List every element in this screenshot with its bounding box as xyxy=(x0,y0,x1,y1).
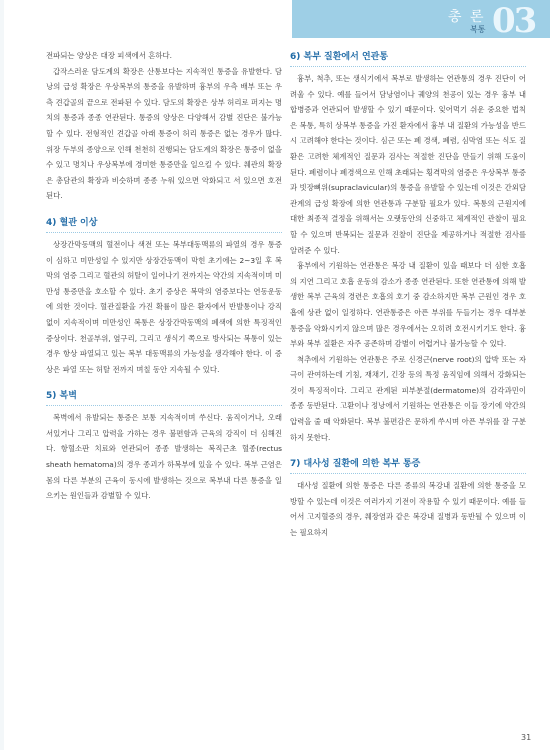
chapter-subtitle: 복통 xyxy=(470,25,486,34)
right-column xyxy=(290,48,526,541)
paragraph: 척추에서 기원하는 연관통은 주로 신경근(nerve root)의 압박 또는 자극이 관여하는데 기침, 재채기, 긴장 등의 특정 움직임에 의해서 강화되는 것이 특징적이다. 그리고 관계된 피부분절(dermatome)의 감각과민이 종종 동반된다. 고환이나 정낭에서 기원하는 연관통은 이들 장기에 약간의 압력을 줄 때 악화된다. 복부 불편감은 문하게 쑤시며 아픈 부위를 잘 구분하지 못한다. xyxy=(290,354,526,442)
chapter-number: 03 xyxy=(492,1,536,41)
left-column xyxy=(46,48,282,504)
paragraph: 대사성 질환에 의한 통증은 다른 종류의 복강내 질환에 의한 통증을 모방할 수 있는데 이것은 여러가지 기전이 작용할 수 있기 때문이다. 예를 들어서 고지혈증의 경우, 췌장염과 같은 복강내 질병과 동반될 수 있으며 이는 필요하지 xyxy=(290,481,526,538)
paragraph: 복벽에서 유발되는 통증은 보통 지속적이며 쑤신다. 움직이거나, 오래 서있거나 그리고 압력을 가하는 경우 불편함과 근육의 강직이 더 심해진다. 항혈소판 치료와 연관되어 종종 발생하는 복직근초 혈종(rectus sheath hematoma)의 경우 종괴가 하복부에 있을 수 있다. 복부 근염은 몸의 다른 부분의 근육이 동시에 발생하는 것으로 복부내 다른 통증을 일으키는 원인들과 감별할 수 있다. xyxy=(46,413,282,501)
section-heading-metabolic: 7) 대사성 질환에 의한 복부 통증 xyxy=(290,455,526,474)
paragraph: 흉부, 척추, 또는 생식기에서 복부로 발생하는 연관통의 경우 진단이 어려울 수 있다. 예를 들어서 담낭염이나 궤양의 천공이 있는 경우 흉부 내 합병증과 연관되어 발생할 수 있기 때문이다. 잊어먹기 쉬운 중요한 법칙은 복통, 특히 상복부 통증을 가진 환자에서 흉부 내 질환의 가능성을 반드시 고려해야 한다는 것이다. 심근 또는 폐 경색, 폐렴, 심막염 또는 식도 질환은 고려한 체계적인 질문과 검사는 적절한 진단을 만들기 위해 도움이 된다. 폐렴이나 폐경색으로 인해 초래되는 횡격막의 염증은 우상복부 통증과 빗장뼈위(supraclavicular)의 통증을 유발할 수 있는데 이것은 간외담관계의 급성 확장에 의한 연관통과 구분할 필요가 있다. 복통의 근원지에 대한 최종적 결정을 위해서는 오랫동안의 신중하고 체계적인 관찰이 필요할 수 있으며 반복되는 질문과 진찰이 진단을 제공하거나 적절한 검사를 알려준 수 있다. xyxy=(290,74,526,255)
section-heading-vascular: 4) 혈관 이상 xyxy=(46,214,282,233)
chapter-title: 총 론 xyxy=(448,9,486,25)
paragraph: 전파되는 양상은 대장 피색에서 흔하다. xyxy=(46,51,172,60)
section-heading-abdominal-wall: 5) 복벽 xyxy=(46,387,282,406)
page-number: 31 xyxy=(521,733,532,742)
page-edge-decoration xyxy=(0,0,4,750)
paragraph: 흉부에서 기원하는 연관통은 복강 내 질환이 있을 때보다 더 심한 호흡의 지연 그리고 호흡 운동의 감소가 종종 연관된다. 또한 연관통에 의해 발생한 복부 근육의 경련은 호흡의 호기 중 감소하지만 복부 근원인 경우 호흡에 상관 없이 일정하다. 연관통증은 아픈 부위를 두들기는 경우 대부분 통증을 악화시키지 않으며 많은 경우에서는 오히려 호전시키기도 한다. 흉부와 복부 질환은 자주 공존하며 감별이 어렵거나 불가능할 수 있다. xyxy=(290,261,526,349)
paragraph: 갑작스러운 담도계의 확장은 산통보다는 지속적인 통증을 유발한다. 담낭의 급성 확장은 우상복부의 통증을 유발하며 흉부의 우측 배부 또는 우측 견갑골의 끝으로 전파된 수 있다. 담도의 확장은 상부 허리로 퍼지는 명치의 통증과 종종 연관된다. 통증의 양상은 다양해서 감별 진단은 불가능할 수 있다. 전형적인 견갑골 아래 통증이 허리 통증은 없는 경우가 많다. 위장 두부의 종양으로 인해 천천히 진행되는 담도계의 확장은 통증이 없을 수 있고 명치나 우상복부에 경미한 통증만을 일으킬 수 있다. 췌관의 확장은 총담관의 확장과 비슷하며 종종 누워 있으면 악화되고 서 있으면 호전된다. xyxy=(46,66,282,201)
section-heading-referred-pain: 6) 복부 질환에서 연관통 xyxy=(290,48,526,67)
paragraph: 상장간막동맥의 혈전이나 색전 또는 복부대동맥류의 파열의 경우 통증이 심하고 미만성일 수 있지만 상장간동맥이 막힌 초기에는 2~3일 후 복막의 염증 그리고 혈관의 허탈이 일어나기 전까지는 약간의 지속적이며 미만성 통증만을 호소할 수 있다. 초기 증상은 복막의 염증보다는 연동운동에 의한 것이다. 혈관질환을 가진 확률이 많은 환자에서 반발통이나 강직 없이 지속적이며 미만성인 복통은 상장간막동맥의 폐색에 의한 특징적인 증상이다. 천골부위, 옆구리, 그리고 생식기 쪽으로 방사되는 복통이 있는 경우 항상 파열되고 있는 복부 대동맥류의 가능성을 생각해야 한다. 이 증상은 파열 또는 허탈 전까지 며칠 동안 지속될 수 있다. xyxy=(46,239,282,374)
